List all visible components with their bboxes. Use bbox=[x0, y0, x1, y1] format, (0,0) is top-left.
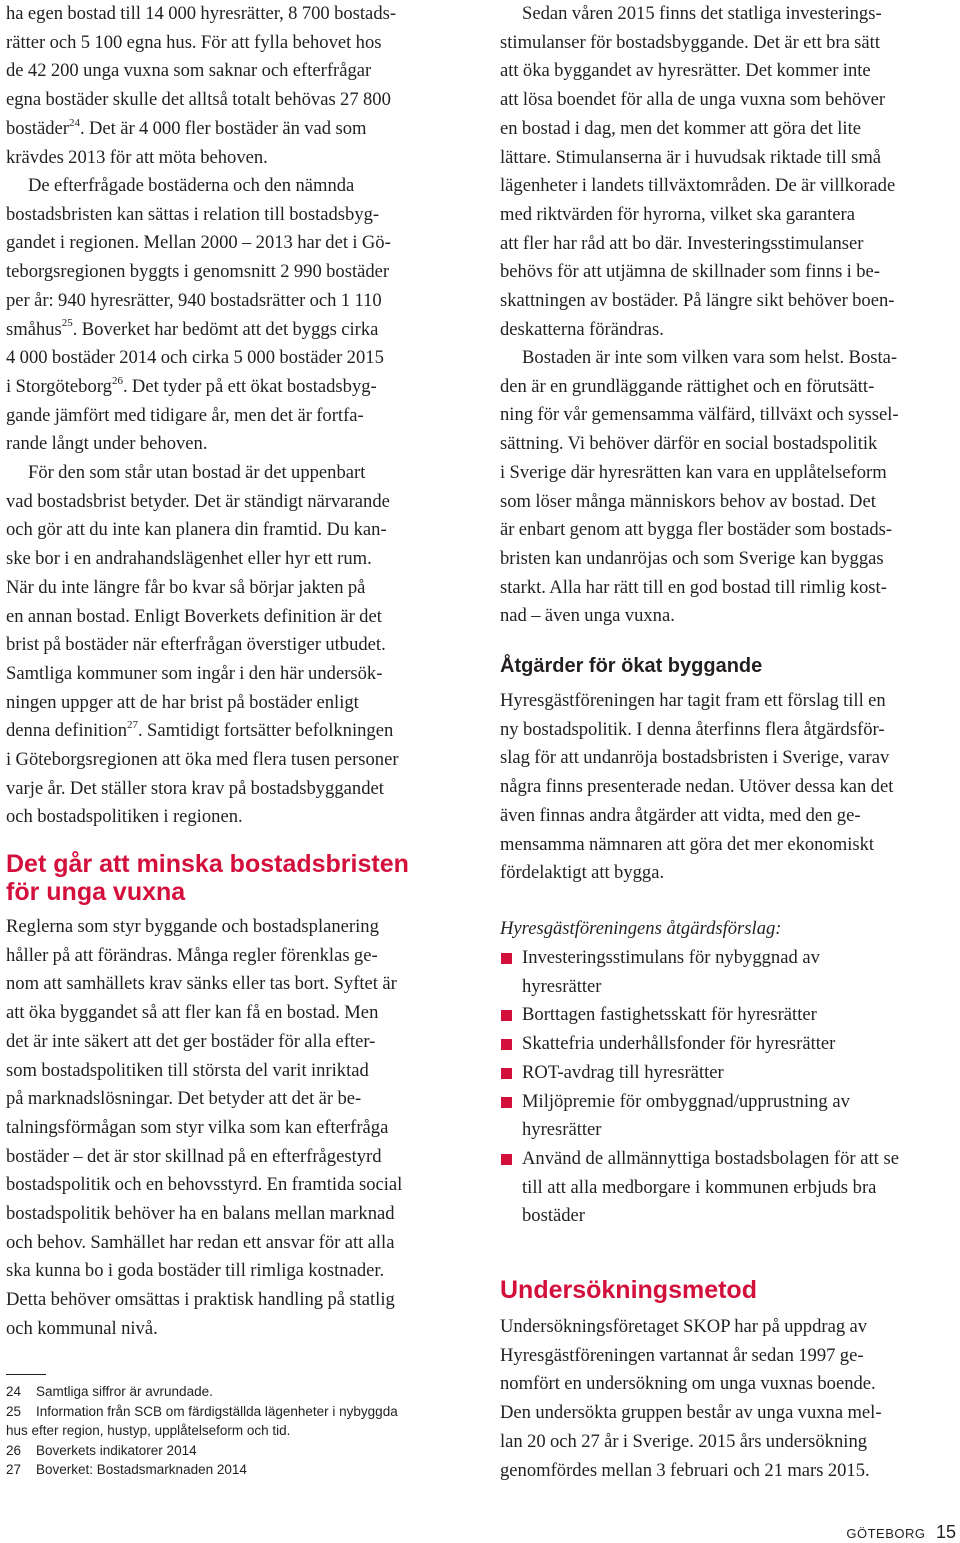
footnotes bbox=[6, 1382, 466, 1480]
list-item: Miljöpremie för ombyggnad/upprustning av hyresrätter bbox=[500, 1088, 960, 1145]
footnote-ref-26: 26 bbox=[111, 374, 123, 387]
paragraph-rules-changing: Reglerna som styr byggande och bostadsplanering håller på att förändras. Många regler förenklas ge- nom att samhällets krav sänks eller tas bort. Syftet är att öka byggandet så att fler kan få en bostad. Men det är inte säkert att det ger bostäder för alla efter- som bostadspolitiken till största del varit inriktad på marknadslösningar. Det betyder att det är be- talningsförmågan som styr vilka som kan efterfråga bostäder – det är stor skillnad på en efterfrågestyrd bostadspolitik och en behovsstyrd. En framtida social bostadspolitik behöver ha en balans mellan marknad och behov. Samhället har redan ett ansvar för att alla ska kunna bo i goda bostäder till rimliga kostnader. Detta behöver omsättas i praktisk handling på statlig och kommunal nivå. bbox=[6, 916, 403, 1339]
square-bullet-icon bbox=[501, 1010, 512, 1021]
square-bullet-icon bbox=[501, 1154, 512, 1165]
paragraph-housing-right: Bostaden är inte som vilken vara som helst. Bosta- den är en grundläggande rättighet och en förutsätt- ning för vår gemensamma välfärd, tillväxt och syssel- sättning. Vi behöver därför en social bostadspolitik i Sverige där hyresrätten kan vara en upplåtelseform som löser många människors behov av bostad. Det är enbart genom att bygga fler bostäder som bostads- bristen kan undanröjas och som Sverige kan byggas starkt. Alla har rätt till en god bostad till rimlig kost- nad – även unga vuxna. bbox=[500, 347, 899, 627]
page-footer bbox=[846, 1522, 956, 1543]
paragraph-investment-stimulus: Sedan våren 2015 finns det statliga investerings- stimulanser för bostadsbyggande. Det är ett bra sätt att öka byggandet av hyresrätter. Det kommer inte att lösa boendet för alla de unga vuxna som behöver en bostad i dag, men det kommer att göra det lite lättare. Stimulanserna är i huvudsak riktade till små lägenheter i landets tillväxtområden. De är villkorade med riktvärden för hyrorna, vilket ska garantera att fler har råd att bo där. Investeringsstimulanser behövs för att utjämna de skillnader som finns i be- skattningen av bostäder. På längre sikt behöver boen- deskatterna förändras. bbox=[500, 3, 896, 340]
section-heading-measures: Åtgärder för ökat byggande bbox=[500, 655, 763, 677]
footnote-25: 25 Information från SCB om färdigställda lägenheter i nybyggda bbox=[6, 1403, 398, 1419]
footer-city: GÖTEBORG bbox=[846, 1526, 926, 1541]
square-bullet-icon bbox=[501, 1039, 512, 1050]
footnote-divider bbox=[6, 1374, 46, 1375]
list-item: Använd de allmännyttiga bostadsbolagen för att se till att alla medborgare i kommunen erbjuds bra bostäder bbox=[500, 1145, 960, 1231]
list-item: Borttagen fastighetsskatt för hyresrätter bbox=[500, 1001, 960, 1030]
footnote-ref-25: 25 bbox=[61, 317, 73, 330]
list-label: Hyresgästföreningens åtgärdsförslag: bbox=[500, 918, 782, 939]
paragraph-building-rate: De efterfrågade bostäderna och den nämnda bostadsbristen kan sättas i relation till bostadsbyg- gandet i regionen. Mellan 2000 – 2013 har det i Gö- teborgsregionen byggts i genomsnitt 2 990 bostäder per år: 940 hyresrätter, 940 bostadsrätter och 1 110 småhus$^{25}$. Boverket har bedömt att det byggs cirka 4 000 bostäder 2014 och cirka 5 000 bostäder 2015 i Storgöteborg$^{26}$. Det tyder på ett ökat bostadsbyg- gande jämfört med tidigare år, men det är fortfa- rande långt under behoven. bbox=[6, 175, 391, 455]
square-bullet-icon bbox=[501, 1097, 512, 1108]
paragraph-policy-proposal: Hyresgästföreningen har tagit fram ett förslag till en ny bostadspolitik. I denna återfinns flera åtgärdsför- slag för att undanröja bostadsbristen i Sverige, varav några finns presenterade nedan. Utöver dessa kan det även finnas andra åtgärder att vidta, med den ge- mensamma nämnaren att göra det mer ekonomiskt fördelaktigt att bygga. bbox=[500, 690, 894, 884]
footnote-26: 26 Boverkets indikatorer 2014 bbox=[6, 1442, 197, 1458]
square-bullet-icon bbox=[501, 1068, 512, 1079]
footnote-24: 24 Samtliga siffror är avrundade. bbox=[6, 1384, 213, 1399]
list-item: ROT-avdrag till hyresrätter bbox=[500, 1059, 960, 1088]
footnote-27: 27 Boverket: Bostadsmarknaden 2014 bbox=[6, 1462, 247, 1477]
footnote-ref-27: 27 bbox=[127, 719, 139, 732]
paragraph-housing-need: ha egen bostad till 14 000 hyresrätter, 8 700 bostads- rätter och 5 100 egna hus. För att fylla behovet hos de 42 200 unga vuxna som saknar och efterfrågar egna bostäder skulle det alltså totalt behövas 27 800 bostäder$^{24}$. Det är 4 000 fler bostäder än vad som krävdes 2013 för att möta behoven. bbox=[6, 3, 397, 168]
paragraph-housing-shortage: För den som står utan bostad är det uppenbart vad bostadsbrist betyder. Det är ständigt närvarande och gör att du inte kan planera din framtid. Du kan- ske bor i en andrahandslägenhet eller hyr ett rum. När du inte längre får bo kvar så börjar jakten på en annan bostad. Enligt Boverkets definition är det brist på bostäder när efterfrågan överstiger utbudet. Samtliga kommuner som ingår i den här undersök- ningen uppger att de har brist på bostäder enligt denna definition$^{27}$. Samtidigt fortsätter befolkningen i Göteborgsregionen att öka med flera tusen personer varje år. Det ställer stora krav på bostadsbyggandet och bostadspolitiken i regionen. bbox=[6, 462, 399, 828]
page-number: 15 bbox=[935, 1522, 956, 1542]
footnote-25-cont: hus efter region, hustyp, upplåtelseform och tid. bbox=[6, 1423, 291, 1438]
section-heading-reduce-shortage: Det går att minska bostadsbristen för unga vuxna bbox=[6, 850, 409, 906]
list-item: Investeringsstimulans för nybyggnad av hyresrätter bbox=[500, 944, 960, 1001]
footnote-ref-24: 24 bbox=[69, 116, 80, 129]
paragraph-survey-method: Undersökningsföretaget SKOP har på uppdrag av Hyresgästföreningen vartannat år sedan 1997 ge- nomfört en undersökning om unga vuxnas boende. Den undersökta gruppen består av unga vuxna mel- lan 20 och 27 år i Sverige. 2015 års undersökning genomfördes mellan 3 februari och 21 mars 2015. bbox=[500, 1316, 882, 1481]
measures-list bbox=[500, 944, 960, 1231]
list-item: Skattefria underhållsfonder för hyresrätter bbox=[500, 1030, 960, 1059]
section-heading-method: Undersökningsmetod bbox=[500, 1276, 757, 1304]
square-bullet-icon bbox=[501, 953, 512, 964]
